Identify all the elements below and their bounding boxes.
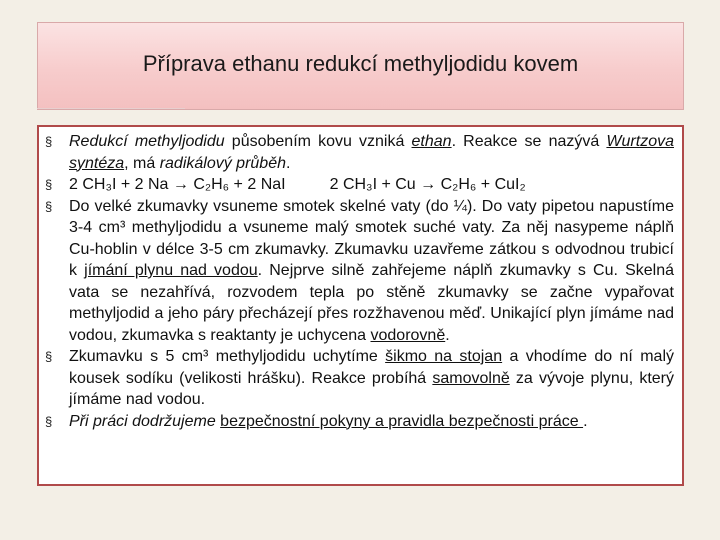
text-run: a vhodíme do ní malý kousek sodíku (velikosti hrášku). Reakce probíhá [69,348,675,387]
bullet-marker-icon: § [45,413,53,429]
underlined-term: vodorovně [370,326,446,344]
text-run: . [445,326,450,344]
underlined-term: Wurtzova syntéza [69,133,674,172]
bullet-marker-icon: § [45,198,53,214]
underlined-term: jímání plynu nad vodou [84,262,258,279]
bullet-marker-icon: § [45,134,53,149]
text-run: Zkumavku s 5 cm³ methyljodidu uchytíme [69,348,386,365]
text-run: 2 CH₃I + 2 Na → C₂H₆ + 2 NaI [69,176,286,193]
slide-title: Příprava ethanu redukcí methyljodidu kovem [142,51,579,76]
bullet-marker-icon: § [45,349,53,364]
bullet-item [45,196,674,347]
title-divider [37,108,185,109]
text-run: . Nejprve silně zahřejeme náplň zkumavky s Cu. Skelná vata se nezahřívá, rozvodem tepla po stěně zkumavky se začne vypařovat methyljodid a jeho páry přecházejí přes rozžhavenou měď. Unikající plyn jímáme nad vodou, zkumavka s reaktanty je uchycena [69,262,674,344]
text-run: , má [124,154,160,172]
text-run: za vývoje plynu, který jímáme nad vodou. [69,369,674,408]
underlined-term: šikmo na stojan [385,348,503,365]
text-run: radikálový průběh [159,154,286,172]
text-run: Při práci dodržujeme [69,412,221,430]
text-run: působením kovu vzniká [231,133,412,150]
text-run: 2 CH₃I + Cu → C₂H₆ + CuI₂ [329,176,526,193]
underlined-term: ethan [411,133,452,150]
text-run: Redukcí methyljodidu [69,133,232,150]
text-run: . [583,412,588,430]
bullet-list [45,131,674,432]
bullet-item [45,411,674,433]
bullet-item [45,131,674,174]
content-box [37,125,684,486]
text-run: . [286,154,291,172]
text-run: . Reakce se nazývá [451,133,607,150]
bullet-item [45,346,674,411]
bullet-marker-icon: § [45,177,53,192]
title-box [37,22,684,110]
underlined-term: bezpečnostní pokyny a pravidla bezpečnosti práce [220,412,584,430]
bullet-item [45,174,674,196]
text-run: Do velké zkumavky vsuneme smotek skelné vaty (do ¼). Do vaty pipetou napustíme 3-4 cm³ methyljodidu a vsuneme malý smotek suché vaty. Za něj nasypeme náplň Cu-hoblin v délce 3-5 cm zkumavky. Zkumavku uzavřeme zátkou s odvodnou trubicí k [69,197,674,279]
underlined-term: samovolně [432,369,510,387]
